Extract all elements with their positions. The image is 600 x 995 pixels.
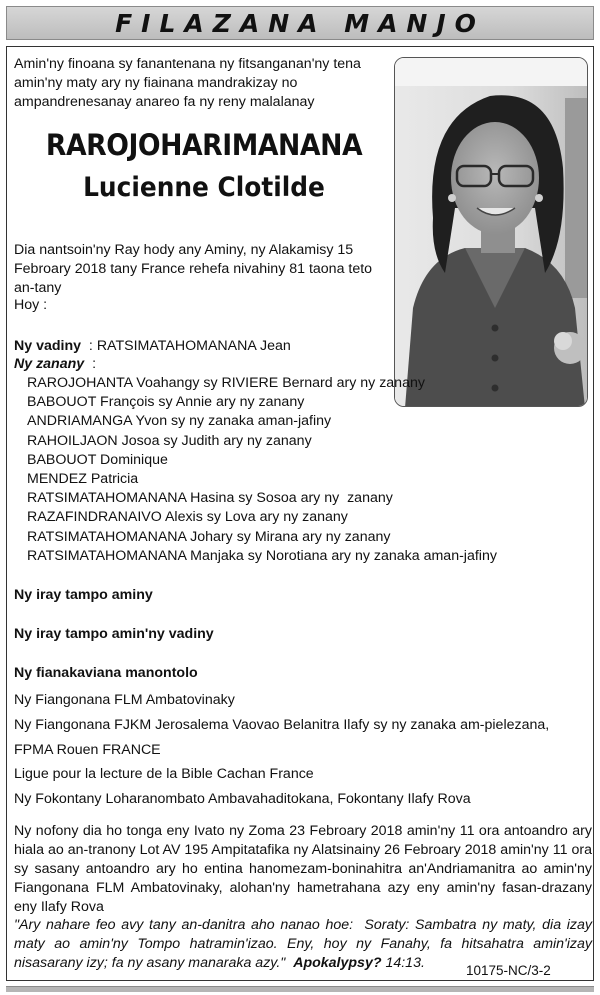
list-item: FPMA Rouen FRANCE: [14, 741, 161, 758]
list-item: BABOUOT Dominique: [27, 451, 168, 468]
children-heading: [14, 355, 96, 374]
portrait-photo: [394, 57, 588, 407]
deceased-given-names: Lucienne Clotilde: [83, 172, 325, 203]
list-item: Ny Fiangonana FLM Ambatovinaky: [14, 692, 235, 708]
list-item: ANDRIAMANGA Yvon sy ny zanaka aman-jafiny: [27, 413, 332, 430]
quote-verse: 14:13.: [381, 955, 425, 971]
list-item: Ligue pour la lecture de la Bible Cachan France: [14, 766, 314, 783]
quote-source: Apokalypsy?: [293, 955, 382, 971]
list-item: BABOUOT François sy Annie ary ny zanany: [27, 394, 305, 411]
spouse-label: Ny vadiny: [14, 338, 82, 354]
intro-paragraph: Amin'ny finoana sy fanantenana ny fitsanganan'ny tena amin'ny maty ary ny fiainana mandrakizay no ampandrenesanay anareo fa ny reny malalanay: [14, 56, 361, 110]
organizations-list: [14, 688, 549, 812]
funeral-details: Ny nofony dia ho tonga eny Ivato ny Zoma 23 Febroary 2018 amin'ny 11 ora antoandro ary hiala ao an-tranony Lot AV 195 Ampitatafika ny Alatsinainy 26 Febroary 2018 amin'ny 11 ora sy sasany antoandro ary ho entina hanomezam-boninahitra an'Andriamanitra ao amin'ny Fiangonana FLM Ambatovinaky, alohan'ny hametrahana azy eny amin'ny fasan-drazany eny Ilafy Rova: [14, 823, 592, 915]
portrait-photo-icon: [395, 58, 588, 407]
spouse-separator: :: [81, 338, 97, 354]
children-separator: :: [84, 356, 97, 372]
list-item: RATSIMATAHOMANANA Johary sy Mirana ary ny zanany: [27, 528, 391, 545]
footer-rule: [6, 986, 594, 992]
list-item: RATSIMATAHOMANANA Hasina sy Sosoa ary ny zanany: [27, 490, 393, 507]
death-notice: Dia nantsoin'ny Ray hody any Aminy, ny Alakamisy 15 Febroary 2018 tany France rehefa nivahiny 81 taona teto an-tany: [14, 242, 373, 296]
list-item: Ny Fokontany Loharanombato Ambavahaditokana, Fokontany Ilafy Rova: [14, 791, 471, 808]
hoy-label: Hoy :: [14, 297, 48, 313]
list-item: Ny Fiangonana FJKM Jerosalema Vaovao Belanitra Ilafy sy ny zanaka am-pielezana,: [14, 716, 550, 733]
deceased-surname: RAROJOHARIMANANA: [45, 128, 363, 162]
list-item: RATSIMATAHOMANANA Manjaka sy Norotiana ary ny zanaka aman-jafiny: [27, 547, 497, 564]
list-item: RAHOILJAON Josoa sy Judith ary ny zanany: [27, 432, 312, 449]
children-list: [27, 374, 497, 566]
section-whole-family: Ny fianakaviana manontolo: [14, 665, 198, 681]
list-item: RAZAFINDRANAIVO Alexis sy Lova ary ny zanany: [27, 509, 348, 526]
quote-text: "Ary nahare feo avy tany an-danitra aho nanao hoe: Soraty: Sambatra ny maty, dia izay maty ao amin'ny Tompo hatramin'izao. Eny, hoy ny Fanahy, fa hitsahatra amin'izay nisasarany izy; fa ny asany manaraka azy.": [14, 917, 596, 971]
reference-code: 10175-NC/3-2: [466, 963, 551, 978]
section-siblings: Ny iray tampo aminy: [14, 587, 153, 603]
notice-title: FILAZANA MANJO: [115, 8, 485, 38]
section-spouse-siblings: Ny iray tampo amin'ny vadiny: [14, 626, 214, 642]
list-item: MENDEZ Patricia: [27, 471, 139, 488]
spouse-name: RATSIMATAHOMANANA Jean: [96, 338, 291, 354]
header-band: [6, 6, 594, 40]
children-label: Ny zanany: [14, 356, 85, 372]
list-item: RAROJOHANTA Voahangy sy RIVIERE Bernard ary ny zanany: [27, 375, 425, 391]
spouse-line: [14, 337, 291, 356]
